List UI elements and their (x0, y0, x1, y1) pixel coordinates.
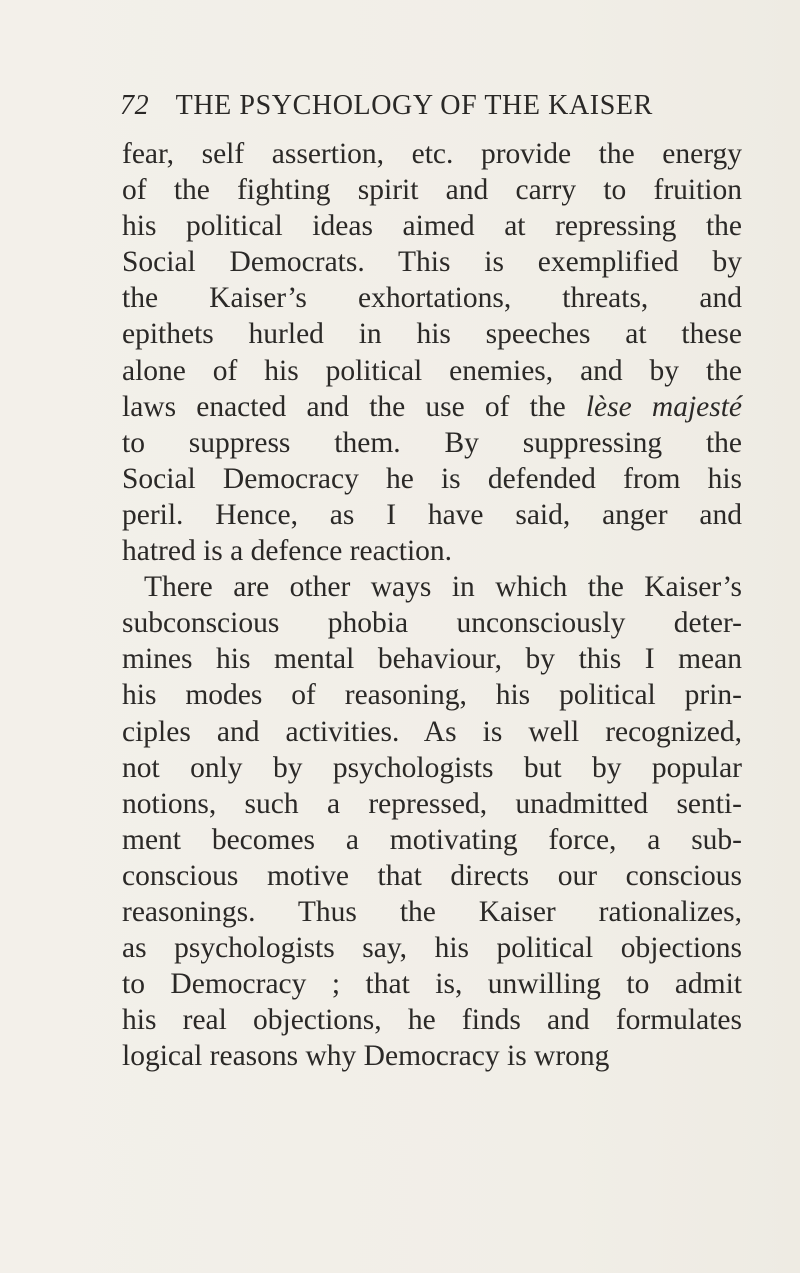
body-text (122, 136, 742, 1074)
running-header (120, 90, 740, 130)
text-line: as psychologists say, his political objections (122, 932, 742, 965)
paragraph-1 (122, 136, 742, 569)
text-line: his modes of reasoning, his political prin- (122, 679, 742, 712)
text-line: ciples and activities. As is well recognized, (122, 715, 742, 748)
text-line: conscious motive that directs our conscious (122, 859, 742, 892)
text-line: of the fighting spirit and carry to fruition (122, 174, 742, 207)
text-line: peril. Hence, as I have said, anger and (122, 498, 742, 531)
paragraph-2 (122, 569, 742, 1074)
text-line: ment becomes a motivating force, a sub- (122, 823, 742, 856)
text-line: fear, self assertion, etc. provide the energy (122, 138, 742, 170)
text-line: the Kaiser’s exhortations, threats, and (122, 282, 742, 315)
text-line: not only by psychologists but by popular (122, 751, 742, 784)
text-line: hatred is a defence reaction. (122, 535, 453, 568)
text-line: Social Democrats. This is exemplified by (122, 246, 742, 279)
text-line: his real objections, he finds and formulates (122, 1004, 742, 1037)
running-title: THE PSYCHOLOGY OF THE KAISER (175, 90, 653, 121)
text-line: Social Democracy he is defended from his (122, 462, 742, 495)
text-line: his political ideas aimed at repressing the (122, 210, 742, 243)
text-line: reasonings. Thus the Kaiser rationalizes, (122, 895, 742, 928)
text-segment: laws enacted and the use of the (122, 390, 566, 423)
text-line: notions, such a repressed, unadmitted senti- (122, 787, 742, 820)
text-line: to suppress them. By suppressing the (122, 426, 742, 459)
text-line: subconscious phobia unconsciously deter- (122, 607, 742, 640)
text-line: epithets hurled in his speeches at these (122, 318, 742, 351)
text-line-with-italic (122, 389, 742, 425)
text-line: There are other ways in which the Kaiser’s (144, 571, 742, 604)
text-line: to Democracy ; that is, unwilling to admit (122, 968, 742, 1001)
page-number: 72 (120, 90, 150, 121)
text-line: mines his mental behaviour, by this I mean (122, 643, 742, 676)
italic-phrase: lèse majesté (585, 390, 742, 423)
text-line: alone of his political enemies, and by the (122, 354, 742, 387)
text-line: logical reasons why Democracy is wrong (122, 1040, 610, 1073)
